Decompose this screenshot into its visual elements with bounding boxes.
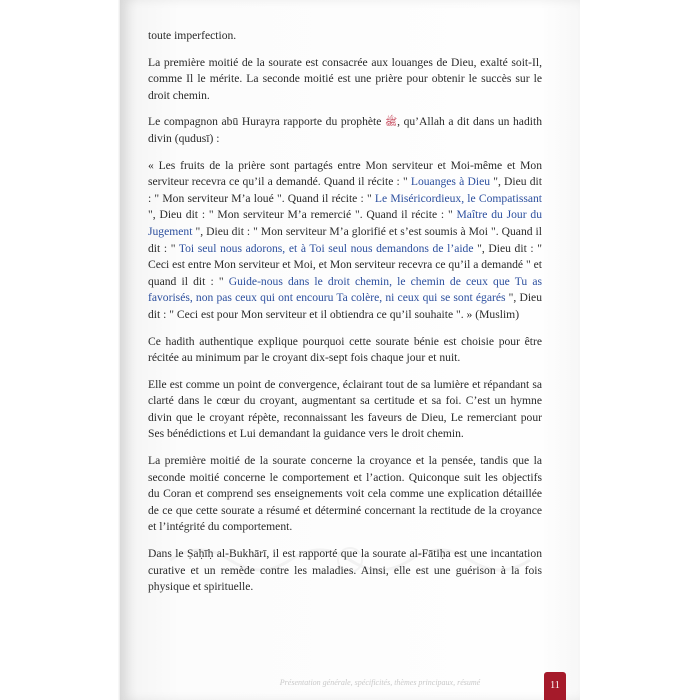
paragraph-0: toute imperfection. [148,29,237,42]
verse-5: Guide-nous dans le droit chemin, le chemin de ceux que Tu as favorisés, non pas ceux qui ont encouru Ta colère, ni ceux qui se sont égarés [148,274,543,305]
running-footer: Présentation générale, spécificités, thèmes principaux, résumé [279,678,481,687]
verse-4: Toi seul nous adorons, et à Toi seul nous demandons de l’aide [178,241,474,255]
verse-3: Maître du Jour du Jugement [148,208,542,238]
paragraph-2-text-b: , qu’Allah a dit dans un hadith divin (qudusī) : [148,115,542,145]
paragraph-6: La première moitié de la sourate concerne la croyance et la pensée, tandis que la seconde moitié concerne le comportement et l’action. Quiconque suit les objectifs du Coran et comprend ses enseignements voit cela comme une explication détaillée de ce que cette sourate a résumé et déterminé concernant la rectitude de la croyance et l’intégrité du comportement. [148,454,542,534]
hadith-text-2: ", Dieu dit : " Mon serviteur M’a loué ". Quand il récite : " [148,175,542,205]
salawat-seal-icon: ﷺ [385,117,398,129]
book-page [120,0,580,700]
hadith-text-1: « Les fruits de la prière sont partagés entre Mon serviteur et Moi-même et Mon serviteur recevra ce qu’il a demandé. Quand il récite : " [148,158,542,189]
paragraph-5: Elle est comme un point de convergence, éclairant tout de sa lumière et répandant sa clarté dans le cœur du croyant, augmentant sa certitude et sa foi. C’est un hymne divin que le croyant répète, reconnaissant les faveurs de Dieu, Le remerciant pour Ses bénédictions et Lui demandant la guidance vers le droit chemin. [148,377,542,441]
hadith-text-4: ", Dieu dit : " Mon serviteur M’a glorifié et s’est soumis à Moi ". Quand il dit : " [148,224,542,255]
paragraph-2 [148,114,542,147]
paragraph-1: La première moitié de la sourate est consacrée aux louanges de Dieu, exalté soit-Il, comme Il le mérite. La seconde moitié est une prière pour obtenir le succès sur le droit chemin. [148,55,542,102]
paragraph-7: Dans le Ṣaḥīḥ al-Bukhārī, il est rapporté que la sourate al-Fātiḥa est une incantation curative et un remède contre les maladies. Ainsi, elle est une guérison à la fois physique et spirituelle. [148,547,542,594]
paragraph-2-text-a: Le compagnon abū Hurayra rapporte du prophète [148,115,385,129]
page-text [148,28,542,606]
paragraph-4: Ce hadith authentique explique pourquoi cette sourate bénie est choisie pour être récitée au minimum par le croyant dix-sept fois chaque jour et nuit. [148,334,542,365]
verse-1: Louanges à Dieu [410,175,491,189]
hadith-text-5: ", Dieu dit : " Ceci est entre Mon serviteur et Moi, et Mon serviteur recevra ce qu’il a demandé " et quand il dit : " [148,241,542,288]
page-number-badge: 11 [544,672,566,700]
verse-2: Le Miséricordieux, le Compatissant [374,191,543,205]
hadith-quote [148,158,542,324]
hadith-text-3: ", Dieu dit : " Mon serviteur M’a remercié ". Quand il récite : " [148,208,457,222]
hadith-text-6: ", Dieu dit : " Ceci est pour Mon serviteur et il obtiendra ce qu’il souhaite ". » (Muslim) [148,291,542,321]
